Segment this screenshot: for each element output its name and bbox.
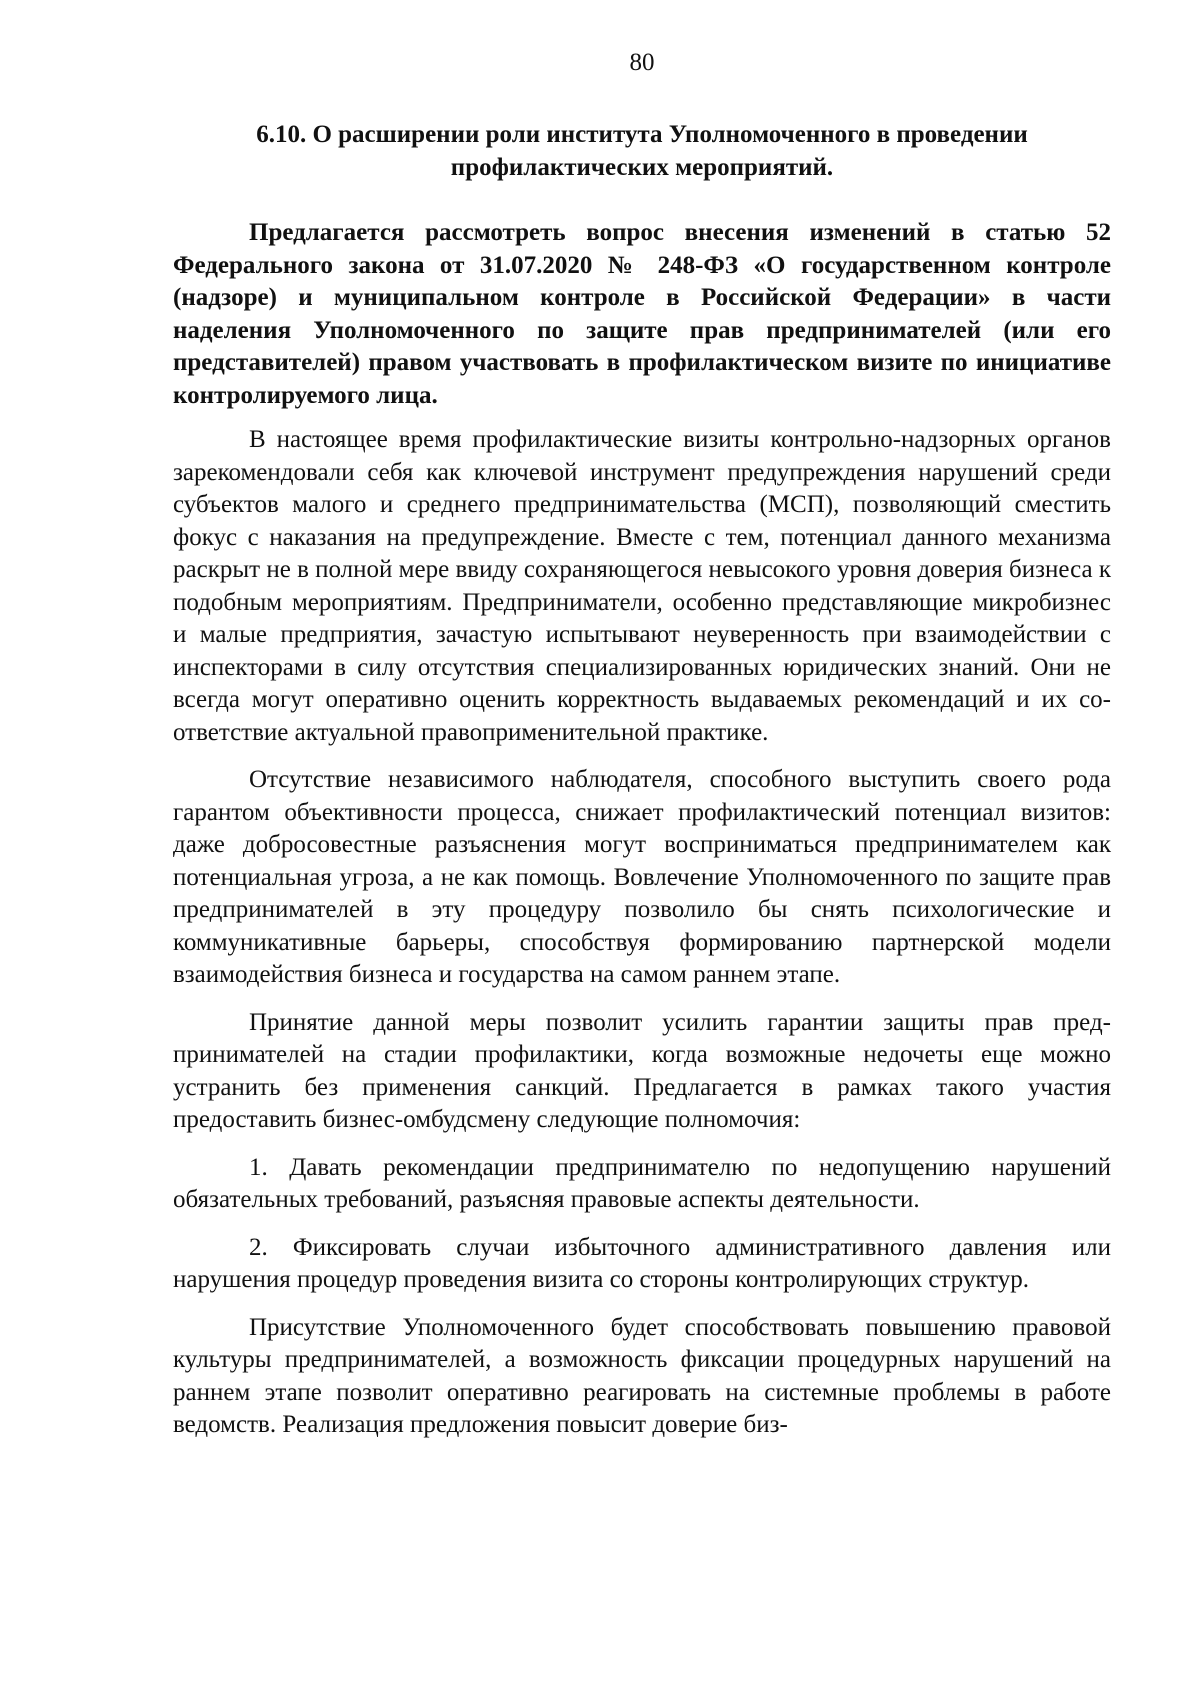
body-paragraph-1: В настоящее время профилактические визиты контрольно-надзорных органов зарекомендовали себя как ключевой инструмент предупреждения нарушений среди субъектов малого и среднего предпринимательства (МСП), позволяющий сместить фокус с наказания на предупреждение. Вместе с тем, потенциал данного механизма раскрыт не в полной мере ввиду сохраняющегося невысокого уровня доверия бизнеса к подобным мероприятиям. Предприниматели, особенно представляющие микробизнес и малые предприятия, зачастую испытывают неуверенность при взаимодействии с инспекторами в силу отсутствия специализированных юридических знаний. Они не всегда могут оперативно оценить корректность выдаваемых рекомендаций и их соответствие актуальной правоприменительной практике. <box>173 426 1111 746</box>
section-title-line-2: профилактических мероприятий. <box>450 154 834 181</box>
section-title-line-1: 6.10. О расширении роли института Уполномоченного в проведении <box>256 121 1028 148</box>
list-item-1: 1. Давать рекомендации предпринимателю по недопущению нарушений обязательных требований, разъясняя правовые аспекты деятельности. <box>173 1153 1111 1213</box>
body-paragraph-3: Принятие данной меры позволит усилить гарантии защиты прав предпринимателей на стадии профилактики, когда возможные недочеты еще можно устранить без применения санкций. Предлагается в рамках такого участия предоставить бизнес-омбудсмену следующие полномочия: <box>173 1008 1111 1133</box>
list-item-2: 2. Фиксировать случаи избыточного административного давления или нарушения процедур проведения визита со стороны контролирующих структур. <box>173 1233 1111 1293</box>
proposal-paragraph: Предлагается рассмотреть вопрос внесения изменений в статью 52 Федерального закона от 31.07.2020 № 248-ФЗ «О государственном контроле (надзоре) и муниципальном контроле в Российской Федерации» в части наделения Уполномоченного по защите прав предпринимателей (или его представителей) правом участвовать в профилактическом визите по инициативе контролируемого лица. <box>173 219 1111 409</box>
section-title <box>173 118 1111 184</box>
page-number: 80 <box>629 49 655 76</box>
body-paragraph-2: Отсутствие независимого наблюдателя, способного выступить своего рода гарантом объективности процесса, снижает профилактический потенциал визитов: даже добросовестные разъяснения могут восприниматься предпринимателем как потенциальная угроза, а не как помощь. Вовлечение Уполномоченного по защите прав предпринимателей в эту процедуру позволило бы снять психологические и коммуникативные барьеры, способствуя формированию партнерской модели взаимодействия бизнеса и государства на самом раннем этапе. <box>173 766 1111 988</box>
body-paragraph-4: Присутствие Уполномоченного будет способствовать повышению правовой культуры предпринимателей, а возможность фиксации процедурных нарушений на раннем этапе позволит оперативно реагировать на системные проблемы в работе ведомств. Реализация предложения повысит доверие биз- <box>173 1313 1111 1438</box>
document-body <box>173 217 1111 1457</box>
